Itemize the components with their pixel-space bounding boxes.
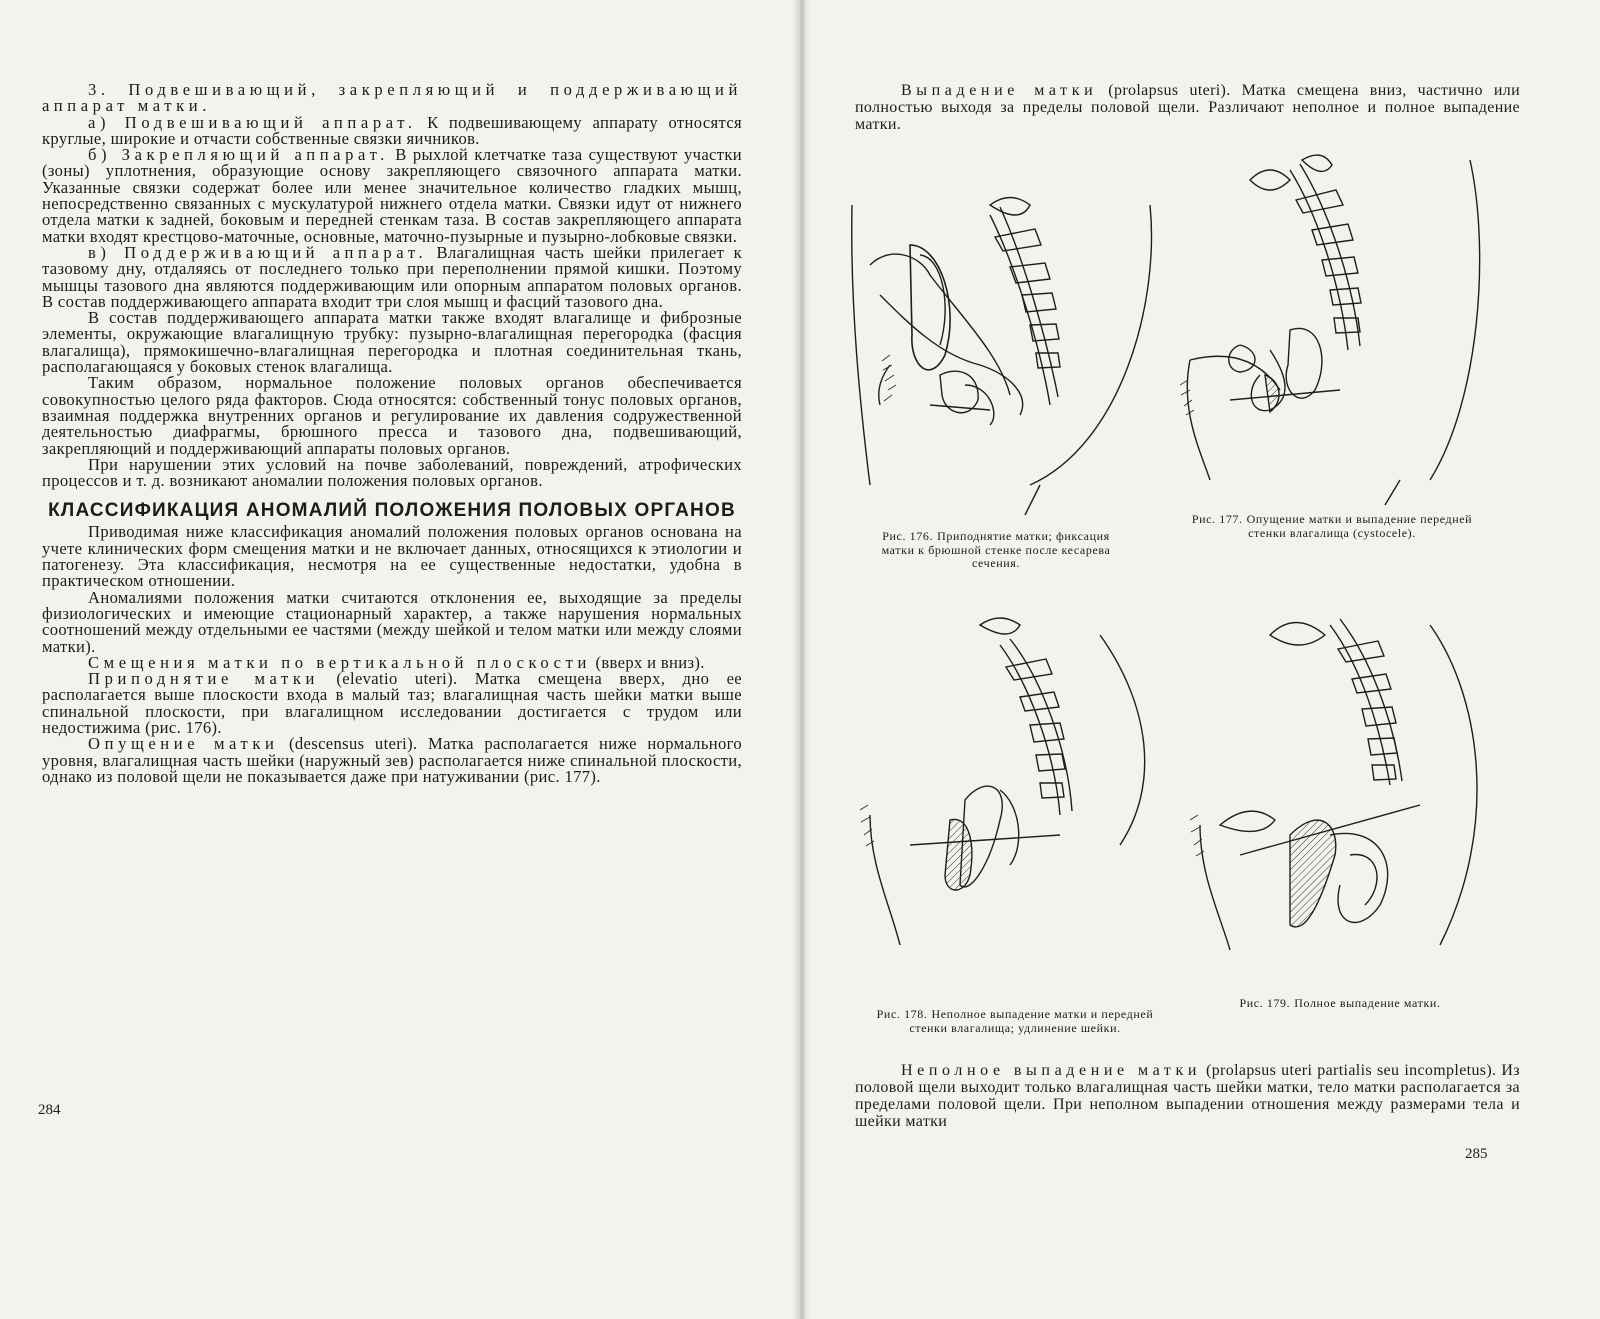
right-page-number: 285 [1465,1146,1488,1162]
right-page [810,0,1600,1319]
caption-178 [865,1008,1165,1035]
para-c-text: Влагалищная часть шейки прилегает к тазовому дну, отдаляясь от последнего только при переполнении прямой кишки. Поэтому мышцы тазового дна являются поддерживающим или опорным аппаратом половых органов. В состав поддерживающего аппарата входит три слоя мышц и фасций тазового дна. [42,242,742,311]
figure-178-drawing [850,605,1170,965]
figure-179 [1180,605,1500,965]
figure-179-drawing [1180,605,1500,965]
caption-176-number: Рис. 176. [882,529,934,543]
para-vertical-text: (вверх и вниз). [595,652,705,672]
para-violation: При нарушении этих условий на почве заболеваний, повреждений, атрофических процессов и т. д. возникают аномалии положения половых органов. [42,454,742,491]
section3-title: 3. Подвешивающий, закрепляющий и поддерживающий аппарат матки. [42,80,742,116]
para-b-text: В рыхлой клетчатке таза существуют участки (зоны) уплотнения, образующие основу закрепляющего связочного аппарата матки. Указанные связки содержат более или менее значительное количество гладких мышц, непосредственно связанных с мускулатурой нижнего отдела матки. Связки идут от нижнего отдела матки к задней, боковым и передней стенкам таза. В состав закрепляющего аппарата матки входят крестцово-маточные, основные, маточно-пузырные и пузырно-лобковые связки. [42,145,743,246]
caption-179-number: Рис. 179. [1239,996,1291,1010]
section3-heading [42,82,742,115]
left-page-text [42,82,742,785]
para-descensus [42,736,742,785]
partial-prolapsus-paragraph [855,1062,1520,1130]
caption-177 [1182,513,1482,540]
para-partial [855,1062,1520,1130]
caption-179-text: Полное выпадение матки. [1294,996,1441,1010]
para-elevatio-text: (elevatio uteri). Матка смещена вверх, дно ее располагается выше плоскости входа в малый таз; влагалищная часть шейки матки выше спинальной плоскости, при влагалищном исследовании достигается с трудом или недостижима (рис. 176). [42,669,742,737]
caption-178-text: Неполное выпадение матки и передней стенки влагалища; удлинение шейки. [909,1007,1154,1035]
para-c-label: в) Поддерживающий аппарат. [88,242,428,262]
para-prolapsus-label: Выпадение матки [901,82,1098,99]
para-descensus-label: Опущение матки [88,734,279,754]
prolapsus-paragraph [855,82,1520,133]
para-thus: Таким образом, нормальное положение половых органов обеспечивается совокупностью целого ряда факторов. Сюда относятся: собственный тонус половых органов, взаимная поддержка внутренних органов и регулирование их давления содружественной деятельностью диафрагмы, брюшного пресса и тазового дна, подвешивающий, закрепляющий и поддерживающий аппараты половых органов. [42,373,742,458]
left-page [0,0,792,1319]
para-classification: Приводимая ниже классификация аномалий положения половых органов основана на учете клинических форм смещения матки и не включает данных, относящихся к этиологии и патогенезу. Эта классификация, несмотря на ее существенные недостатки, удобна в практическом отношении. [42,522,742,591]
figure-178 [850,605,1170,965]
para-vertical-label: Смещения матки по вертикальной плоскости [88,652,591,672]
para-partial-label: Неполное выпадение матки [901,1062,1202,1079]
left-page-number: 284 [38,1102,61,1118]
figure-176-drawing [850,185,1160,525]
caption-179 [1190,997,1490,1011]
caption-178-number: Рис. 178. [876,1007,928,1021]
para-support: В состав поддерживающего аппарата матки также входят влагалище и фиброзные элементы, окружающие влагалищную трубку: пузырно-влагалищная перегородка (фасция влагалища), прямокишечно-влагалищная перегородка и плотная соединительная ткань, располагающаяся у боковых стенок влагалища. [42,308,742,377]
figure-177-drawing [1170,150,1510,510]
para-descensus-text: (descensus uteri). Матка располагается ниже нормального уровня, влагалищная часть шейки (наружный зев) располагается ниже спинальной плоскости, однако из половой щели не показывается даже при натуживании (рис. 177). [42,734,743,786]
para-a [42,112,743,148]
caption-176-text: Приподнятие матки; фиксация матки к брюшной стенке после кесарева сечения. [881,529,1111,570]
para-partial-text: (prolapsus uteri partialis seu incompletus). Из половой щели выходит только влагалищная часть шейки матки, тело матки располагается за пределами половой щели. При неполном выпадении отношения между размерами тела и шейки матки [855,1062,1520,1130]
para-prolapsus-text: (prolapsus uteri). Матка смещена вниз, частично или полностью выходя за пределы половой щели. Различают неполное и полное выпадение матки. [855,82,1520,133]
para-b-label: б) Закрепляющий аппарат. [88,145,389,165]
caption-176 [865,530,1127,571]
figure-177 [1170,150,1510,510]
caption-177-text: Опущение матки и выпадение передней стенки влагалища (cystocele). [1246,512,1473,540]
caption-177-number: Рис. 177. [1191,512,1243,526]
para-elevatio-label: Приподнятие матки [88,669,320,689]
para-prolapsus [855,82,1520,133]
section-heading: КЛАССИФИКАЦИЯ АНОМАЛИЙ ПОЛОЖЕНИЯ ПОЛОВЫХ ОРГАНОВ [48,500,736,522]
book-gutter [792,0,810,1319]
para-a-label: а) Подвешивающий аппарат. [88,112,417,132]
figure-176 [850,185,1160,525]
para-c [42,242,742,311]
para-elevatio [42,671,742,736]
para-anomalies: Аномалиями положения матки считаются отклонения ее, выходящие за пределы физиологических и имеющие стационарный характер, а также нарушения нормальных соотношений между отдельными ее частями (между шейкой и телом матки или между слоями матки). [42,587,742,656]
para-b [42,147,742,245]
para-a-text: К подвешивающему аппарату относятся круглые, широкие и отчасти собственные связки яичников. [42,112,743,148]
